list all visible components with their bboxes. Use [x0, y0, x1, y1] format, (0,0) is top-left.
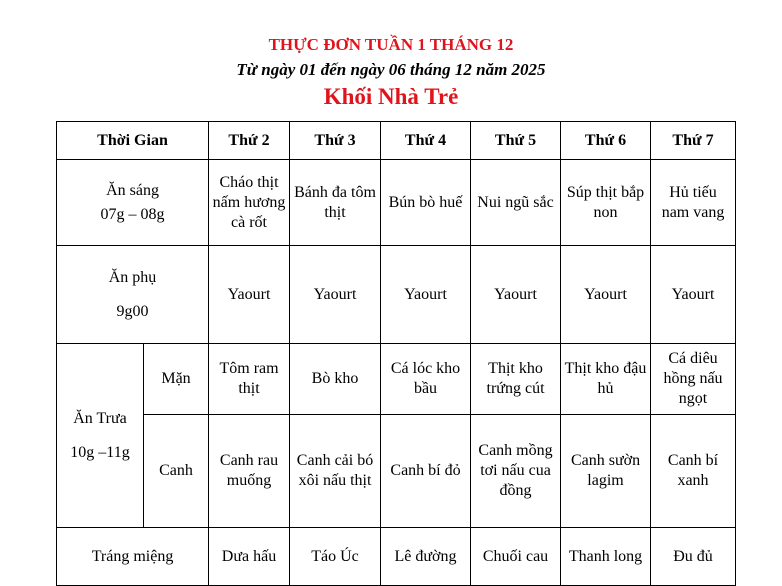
breakfast-item: Bánh đa tôm thịt	[290, 160, 381, 246]
savory-item: Thịt kho trứng cút	[471, 344, 561, 415]
dessert-item: Chuối cau	[471, 528, 561, 586]
savory-item: Cá lóc kho bầu	[381, 344, 471, 415]
breakfast-row	[57, 160, 736, 246]
lunch-time: 10g –11g	[70, 443, 130, 461]
breakfast-item: Súp thịt bắp non	[561, 160, 651, 246]
snack-label: Ăn phụ	[108, 268, 157, 286]
dessert-label: Tráng miệng	[57, 528, 209, 586]
breakfast-time: 07g – 08g	[100, 205, 165, 223]
dessert-row	[57, 528, 736, 586]
menu-table	[56, 121, 736, 586]
savory-item: Bò kho	[290, 344, 381, 415]
snack-item: Yaourt	[561, 246, 651, 344]
savory-item: Tôm ram thịt	[209, 344, 290, 415]
soup-item: Canh sườn lagim	[561, 415, 651, 528]
savory-item: Thịt kho đậu hủ	[561, 344, 651, 415]
snack-item: Yaourt	[651, 246, 736, 344]
snack-label-cell	[57, 246, 209, 344]
lunch-savory-row	[57, 344, 736, 415]
lunch-soup-row	[57, 415, 736, 528]
header-day: Thứ 5	[471, 122, 561, 160]
breakfast-label-cell	[57, 160, 209, 246]
header-day: Thứ 4	[381, 122, 471, 160]
dessert-item: Đu đủ	[651, 528, 736, 586]
header-day: Thứ 7	[651, 122, 736, 160]
dessert-item: Dưa hấu	[209, 528, 290, 586]
soup-item: Canh rau muống	[209, 415, 290, 528]
savory-item: Cá diêu hồng nấu ngọt	[651, 344, 736, 415]
group-title: Khối Nhà Trẻ	[323, 84, 459, 109]
breakfast-label: Ăn sáng	[106, 181, 159, 199]
breakfast-item: Cháo thịt nấm hương cà rốt	[209, 160, 290, 246]
snack-item: Yaourt	[209, 246, 290, 344]
header-day: Thứ 6	[561, 122, 651, 160]
breakfast-item: Nui ngũ sắc	[471, 160, 561, 246]
lunch-label: Ăn Trưa	[73, 409, 127, 427]
dessert-item: Thanh long	[561, 528, 651, 586]
dessert-item: Lê đường	[381, 528, 471, 586]
soup-item: Canh mồng tơi nấu cua đồng	[471, 415, 561, 528]
soup-item: Canh bí đỏ	[381, 415, 471, 528]
savory-label: Mặn	[144, 344, 209, 415]
snack-item: Yaourt	[471, 246, 561, 344]
breakfast-item: Hủ tiếu nam vang	[651, 160, 736, 246]
soup-label: Canh	[144, 415, 209, 528]
dessert-item: Táo Úc	[290, 528, 381, 586]
lunch-label-cell	[57, 344, 144, 528]
soup-item: Canh cải bó xôi nấu thịt	[290, 415, 381, 528]
snack-item: Yaourt	[290, 246, 381, 344]
soup-item: Canh bí xanh	[651, 415, 736, 528]
header-day: Thứ 3	[290, 122, 381, 160]
header-day: Thứ 2	[209, 122, 290, 160]
snack-time: 9g00	[116, 302, 149, 320]
snack-item: Yaourt	[381, 246, 471, 344]
header-row	[57, 122, 736, 160]
breakfast-item: Bún bò huế	[381, 160, 471, 246]
header-time: Thời Gian	[57, 122, 209, 160]
date-range: Từ ngày 01 đến ngày 06 tháng 12 năm 2025	[236, 60, 546, 79]
snack-row	[57, 246, 736, 344]
menu-title: THỰC ĐƠN TUẦN 1 THÁNG 12	[268, 35, 514, 54]
